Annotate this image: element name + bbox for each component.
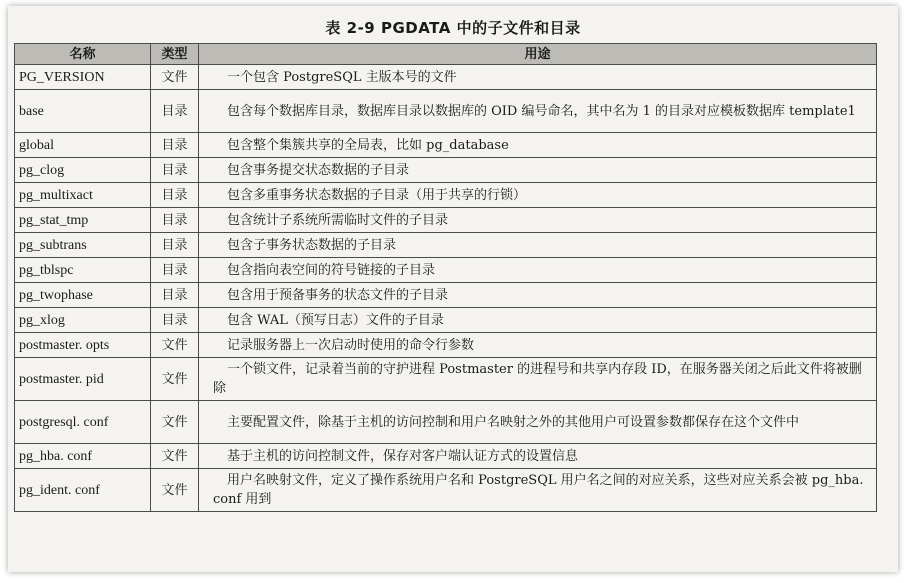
table-row [15,183,877,208]
book-page [8,6,898,572]
cell-name: global [15,133,151,158]
cell-use: 包含指向表空间的符号链接的子目录 [199,258,877,283]
table-row [15,308,877,333]
cell-name: pg_tblspc [15,258,151,283]
cell-type: 目录 [151,208,199,233]
table-row [15,258,877,283]
cell-use: 包含多重事务状态数据的子目录（用于共享的行锁） [199,183,877,208]
cell-use: 记录服务器上一次启动时使用的命令行参数 [199,333,877,358]
header-type: 类型 [151,44,199,65]
cell-type: 文件 [151,469,199,512]
cell-type: 文件 [151,333,199,358]
table-row [15,469,877,512]
cell-name: postmaster. pid [15,358,151,401]
cell-use: 基于主机的访问控制文件，保存对客户端认证方式的设置信息 [199,444,877,469]
cell-name: base [15,90,151,133]
table-row [15,283,877,308]
cell-type: 文件 [151,401,199,444]
cell-use: 主要配置文件，除基于主机的访问控制和用户名映射之外的其他用户可设置参数都保存在这个文件中 [199,401,877,444]
cell-name: pg_clog [15,158,151,183]
cell-type: 目录 [151,308,199,333]
cell-use: 包含统计子系统所需临时文件的子目录 [199,208,877,233]
cell-type: 文件 [151,65,199,90]
header-use: 用途 [199,44,877,65]
table-row [15,358,877,401]
cell-use: 包含用于预备事务的状态文件的子目录 [199,283,877,308]
cell-name: postgresql. conf [15,401,151,444]
header-name: 名称 [15,44,151,65]
table-row [15,444,877,469]
header-row [15,44,877,65]
cell-use: 一个锁文件，记录着当前的守护进程 Postmaster 的进程号和共享内存段 ID，在服务器关闭之后此文件将被删除 [199,358,877,401]
pgdata-table [14,43,877,512]
table-title: 表 2-9 PGDATA 中的子文件和目录 [325,19,581,37]
table-row [15,133,877,158]
cell-use: 一个包含 PostgreSQL 主版本号的文件 [199,65,877,90]
cell-type: 目录 [151,233,199,258]
cell-name: pg_twophase [15,283,151,308]
cell-name: pg_multixact [15,183,151,208]
cell-type: 目录 [151,258,199,283]
cell-type: 目录 [151,133,199,158]
cell-name: pg_xlog [15,308,151,333]
cell-name: pg_stat_tmp [15,208,151,233]
cell-type: 文件 [151,358,199,401]
cell-type: 文件 [151,444,199,469]
table-row [15,208,877,233]
table-row [15,65,877,90]
cell-type: 目录 [151,283,199,308]
cell-type: 目录 [151,158,199,183]
cell-use: 包含子事务状态数据的子目录 [199,233,877,258]
cell-use: 包含整个集簇共享的全局表，比如 pg_database [199,133,877,158]
cell-use: 包含 WAL（预写日志）文件的子目录 [199,308,877,333]
table-row [15,333,877,358]
cell-use: 包含事务提交状态数据的子目录 [199,158,877,183]
cell-use: 用户名映射文件，定义了操作系统用户名和 PostgreSQL 用户名之间的对应关系，这些对应关系会被 pg_hba. conf 用到 [199,469,877,512]
cell-type: 目录 [151,183,199,208]
table-row [15,401,877,444]
cell-name: PG_VERSION [15,65,151,90]
cell-name: pg_hba. conf [15,444,151,469]
cell-type: 目录 [151,90,199,133]
table-row [15,158,877,183]
table-row [15,90,877,133]
cell-use: 包含每个数据库目录，数据库目录以数据库的 OID 编号命名，其中名为 1 的目录对应模板数据库 template1 [199,90,877,133]
cell-name: postmaster. opts [15,333,151,358]
cell-name: pg_subtrans [15,233,151,258]
cell-name: pg_ident. conf [15,469,151,512]
table-row [15,233,877,258]
